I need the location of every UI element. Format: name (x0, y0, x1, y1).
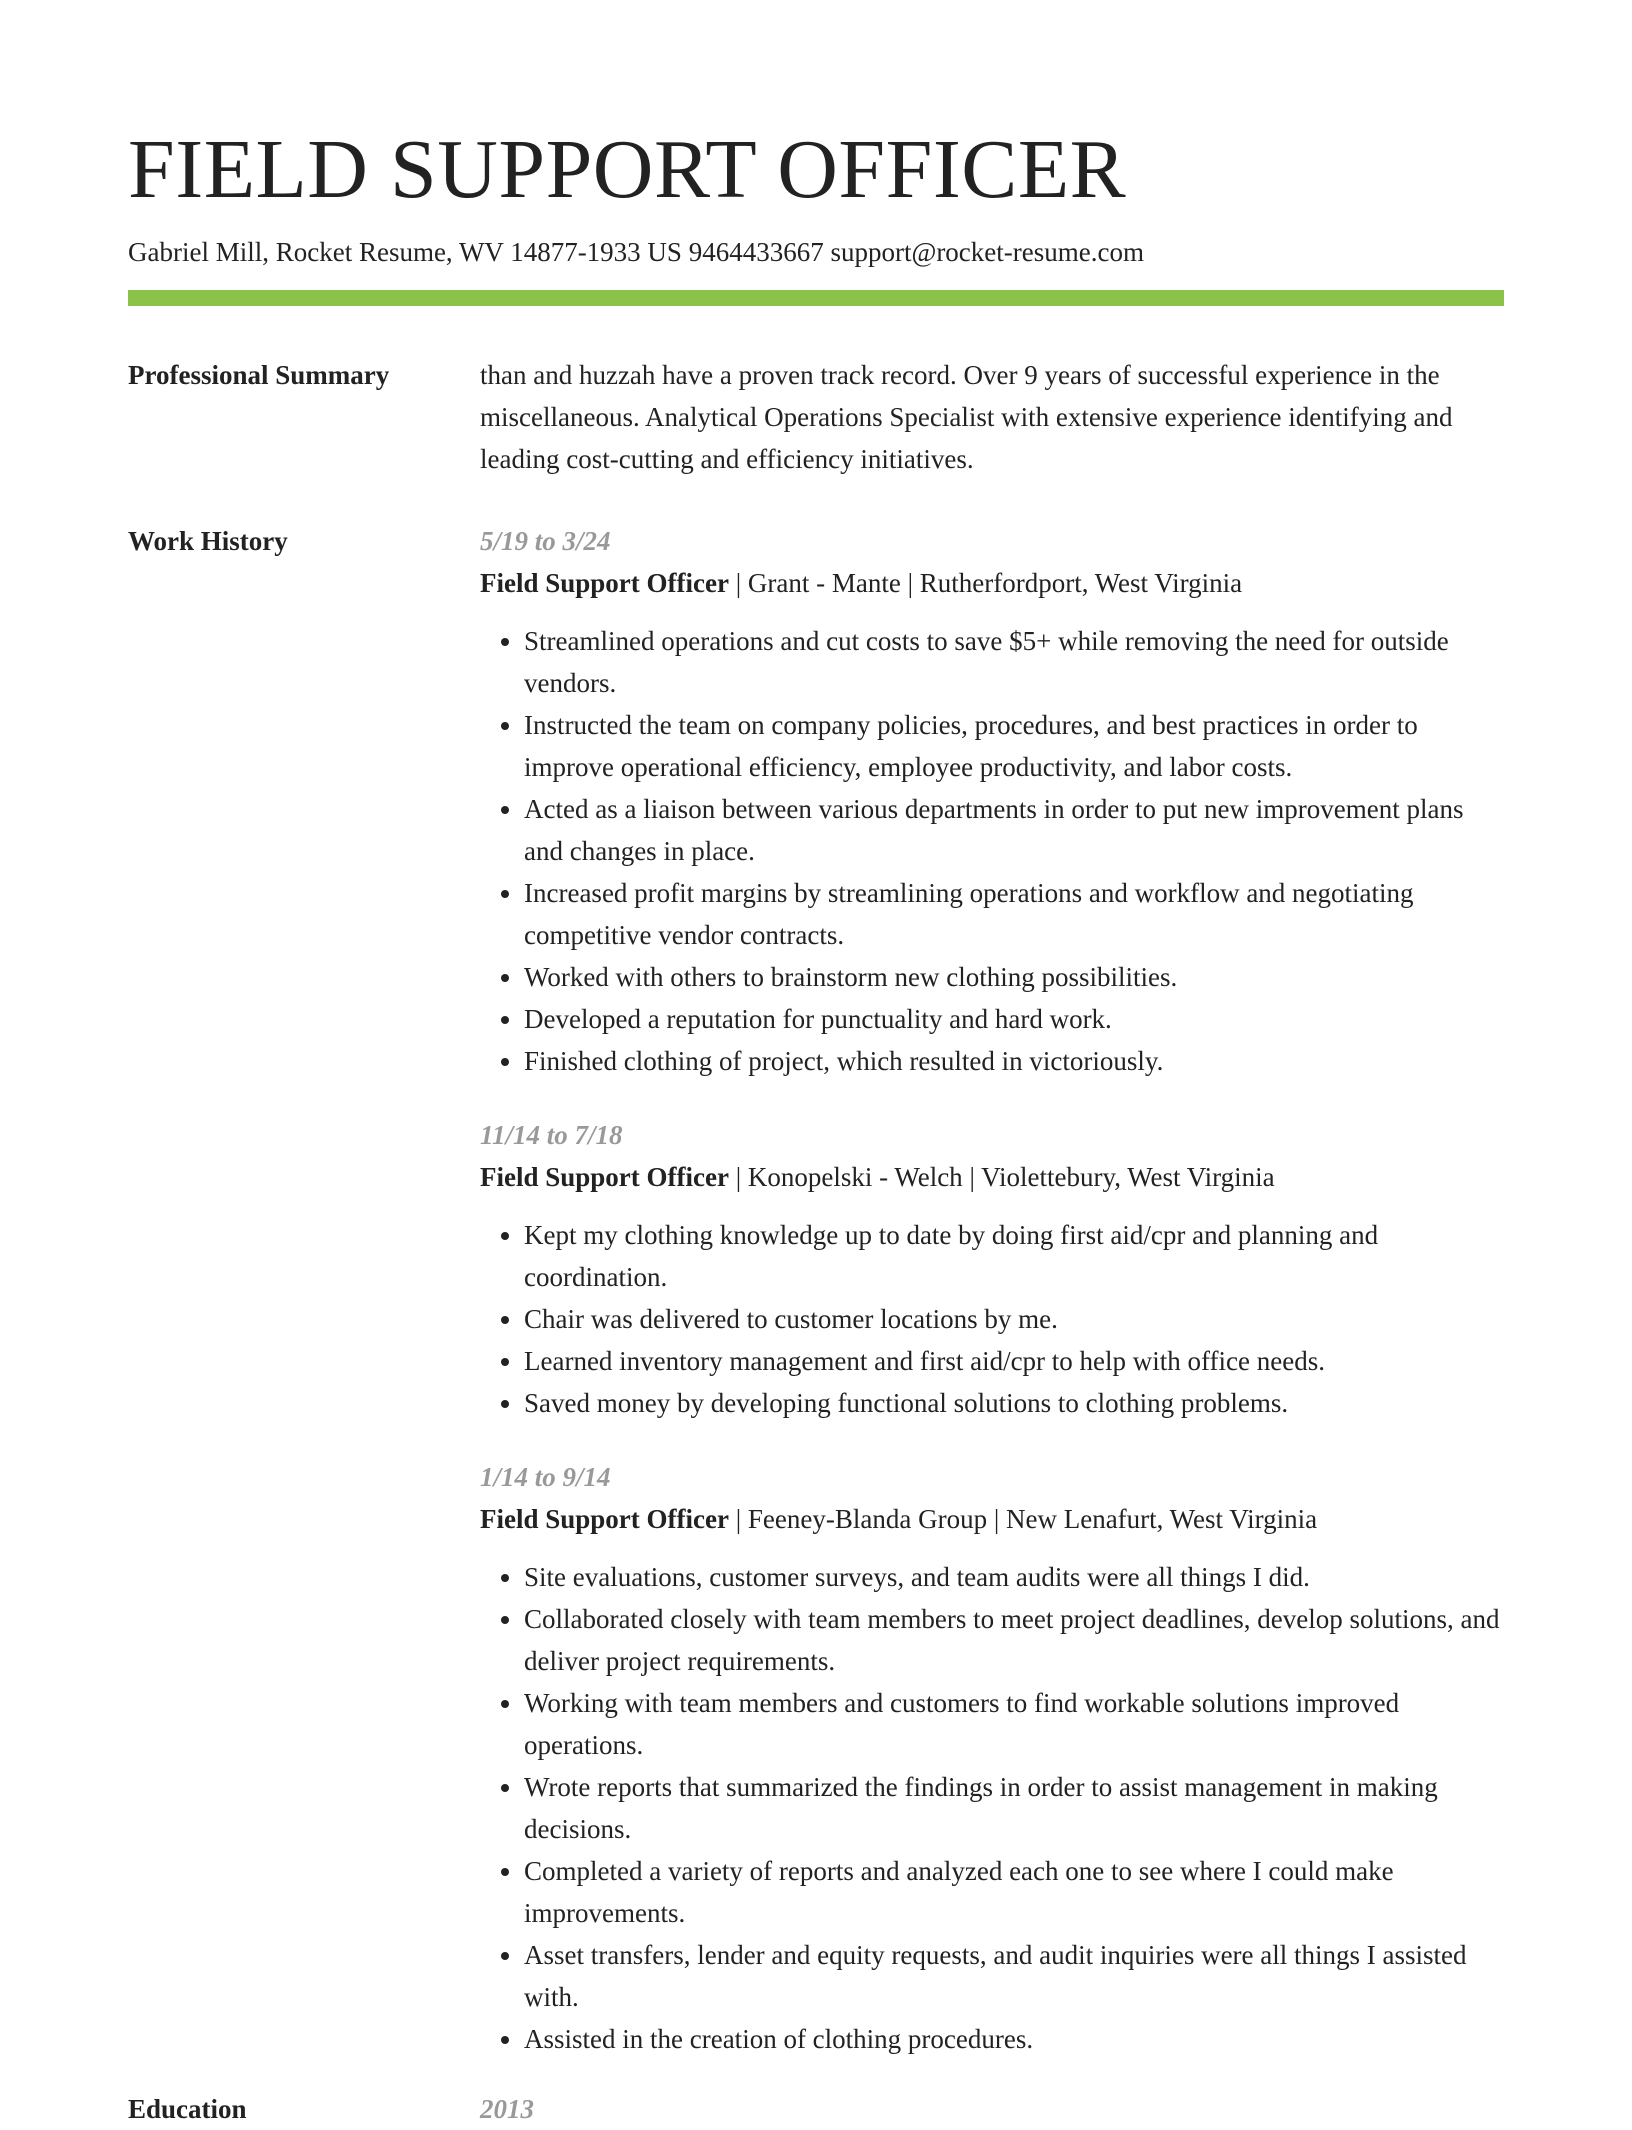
job-dates: 1/14 to 9/14 (480, 1462, 611, 1492)
job-bullet: • Kept my clothing knowledge up to date by doing first aid/cpr and planning and coordination. (524, 1214, 1504, 1298)
job-company: Grant - Mante (747, 568, 901, 598)
job-bullet: • Working with team members and customers to find workable solutions improved operations. (524, 1682, 1504, 1766)
job-bullet: • Acted as a liaison between various departments in order to put new improvement plans and changes in place. (524, 788, 1504, 872)
job-title: Field Support Officer (480, 1162, 729, 1192)
job-bullet-list (480, 620, 1504, 1082)
summary-text: than and huzzah have a proven track record. Over 9 years of successful experience in the miscellaneous. Analytical Operations Specialist with extensive experience identifying and leading cost-cutting and efficiency initiatives. (480, 360, 1453, 474)
work-history-heading: Work History (128, 526, 288, 556)
job-bullet: • Assisted in the creation of clothing procedures. (524, 2018, 1504, 2060)
job-bullet: • Collaborated closely with team members to meet project deadlines, develop solutions, and deliver project requirements. (524, 1598, 1504, 1682)
accent-divider (128, 290, 1504, 306)
job-separator: | (728, 1504, 748, 1534)
job-entry (480, 1456, 1504, 2060)
job-bullet: • Asset transfers, lender and equity requests, and audit inquiries were all things I assisted with. (524, 1934, 1504, 2018)
job-entry (480, 520, 1504, 1082)
job-bullet: • Saved money by developing functional solutions to clothing problems. (524, 1382, 1504, 1424)
job-bullet: • Wrote reports that summarized the findings in order to assist management in making decisions. (524, 1766, 1504, 1850)
job-location: New Lenafurt, West Virginia (1005, 1504, 1318, 1534)
job-separator: | (987, 1504, 1006, 1534)
job-heading-line (480, 1498, 1504, 1540)
contact-line: Gabriel Mill, Rocket Resume, WV 14877-1933 US 9464433667 support@rocket-resume.com (128, 237, 1144, 267)
resume-title: FIELD SUPPORT OFFICER (128, 123, 1127, 216)
job-bullet: • Finished clothing of project, which resulted in victoriously. (524, 1040, 1504, 1082)
job-dates: 5/19 to 3/24 (480, 526, 611, 556)
resume-page (128, 0, 1504, 2130)
job-company: Feeney-Blanda Group (747, 1504, 988, 1534)
job-bullet: • Chair was delivered to customer locations by me. (524, 1298, 1504, 1340)
summary-section (128, 354, 1504, 480)
job-company: Konopelski - Welch (747, 1162, 963, 1192)
work-history-section (128, 520, 1504, 2060)
job-bullet-list (480, 1214, 1504, 1424)
work-history-list (480, 520, 1504, 2060)
job-heading-line (480, 1156, 1504, 1198)
job-separator: | (728, 1162, 748, 1192)
job-title: Field Support Officer (480, 1504, 729, 1534)
job-bullet: • Worked with others to brainstorm new clothing possibilities. (524, 956, 1504, 998)
job-location: Violettebury, West Virginia (981, 1162, 1275, 1192)
job-bullet: • Instructed the team on company policies, procedures, and best practices in order to improve operational efficiency, employee productivity, and labor costs. (524, 704, 1504, 788)
job-bullet-list (480, 1556, 1504, 2060)
job-bullet: • Site evaluations, customer surveys, and team audits were all things I did. (524, 1556, 1504, 1598)
job-separator: | (900, 568, 920, 598)
job-bullet: • Developed a reputation for punctuality and hard work. (524, 998, 1504, 1040)
job-bullet: • Learned inventory management and first aid/cpr to help with office needs. (524, 1340, 1504, 1382)
job-entry (480, 1114, 1504, 1424)
education-year: 2013 (480, 2094, 534, 2124)
education-section (128, 2088, 1504, 2130)
education-heading: Education (128, 2094, 247, 2124)
job-heading-line (480, 562, 1504, 604)
job-location: Rutherfordport, West Virginia (919, 568, 1243, 598)
job-separator: | (962, 1162, 982, 1192)
job-title: Field Support Officer (480, 568, 729, 598)
job-separator: | (728, 568, 748, 598)
job-bullet: • Streamlined operations and cut costs to save $5+ while removing the need for outside vendors. (524, 620, 1504, 704)
job-dates: 11/14 to 7/18 (480, 1120, 623, 1150)
job-bullet: • Increased profit margins by streamlining operations and workflow and negotiating competitive vendor contracts. (524, 872, 1504, 956)
summary-heading: Professional Summary (128, 360, 390, 390)
job-bullet: • Completed a variety of reports and analyzed each one to see where I could make improvements. (524, 1850, 1504, 1934)
